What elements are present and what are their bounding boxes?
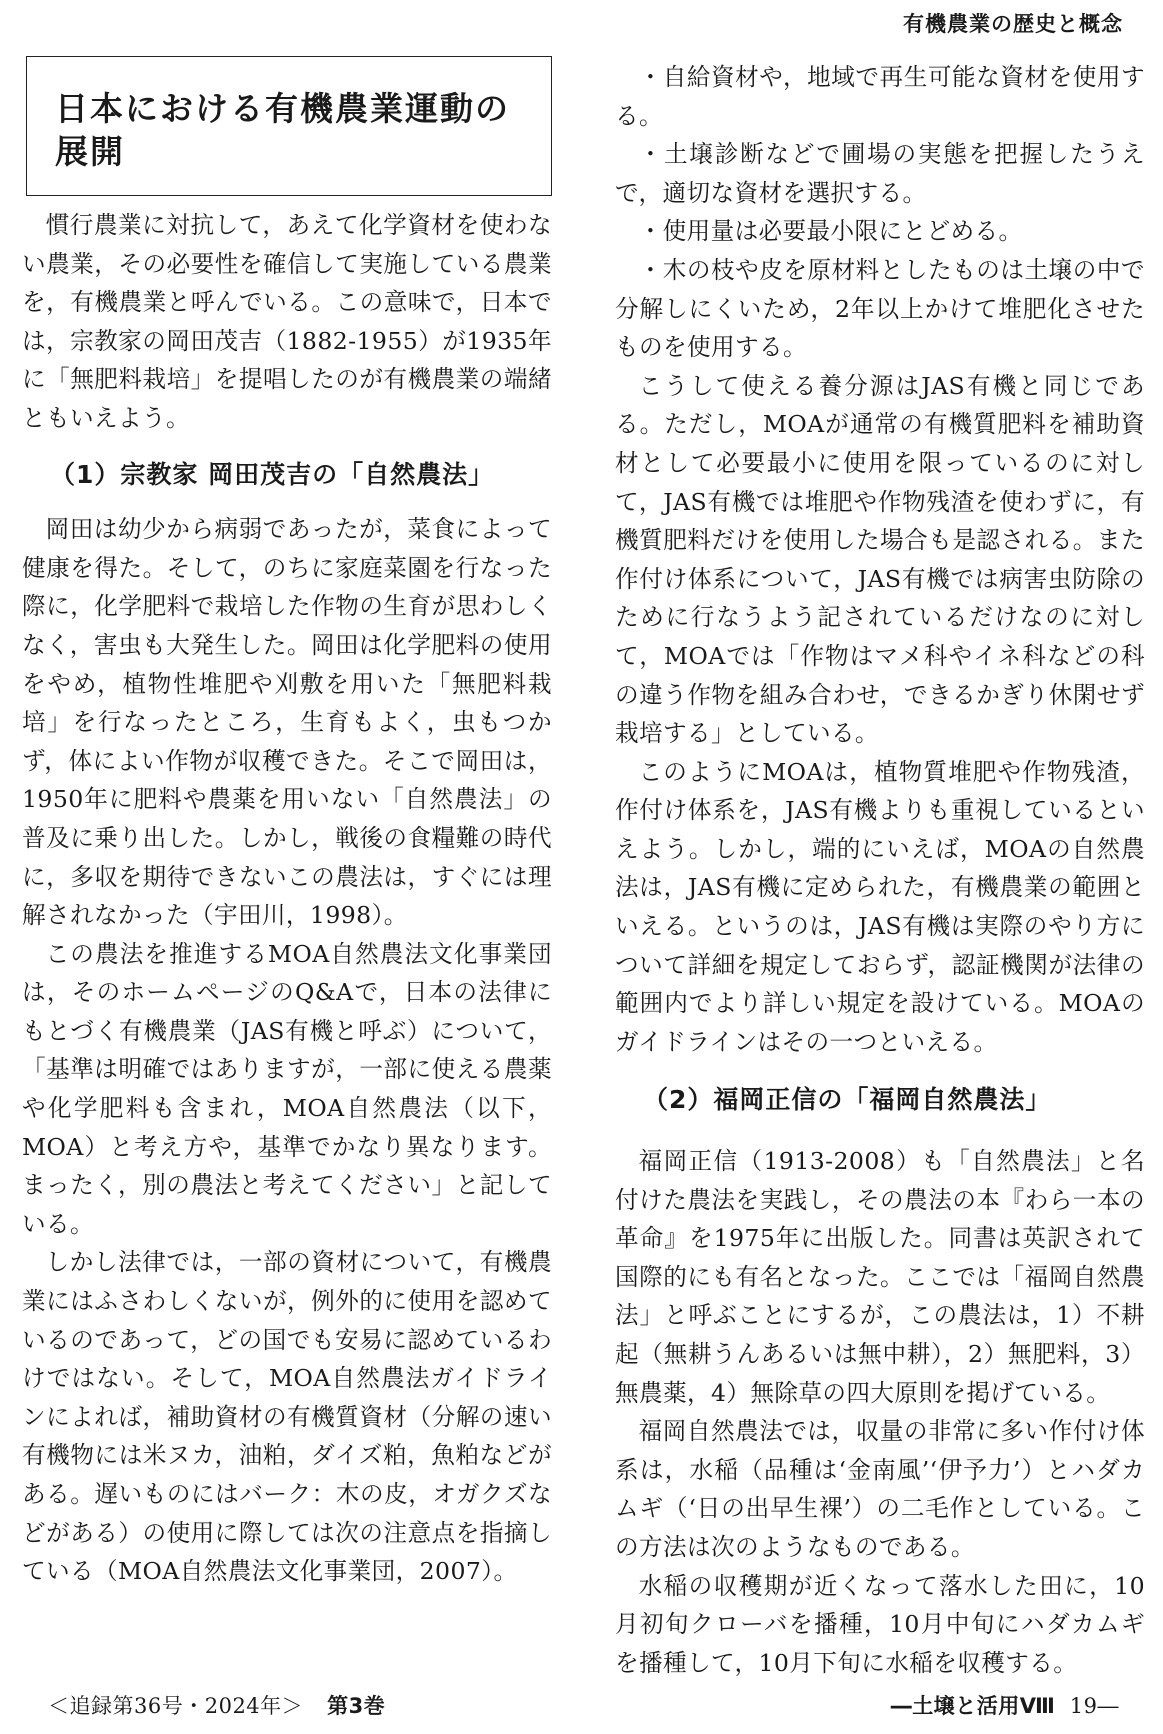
- paragraph: この農法を推進するMOA自然農法文化事業団は，そのホームページのQ&Aで，日本の法律にもとづく有機農業（JAS有機と呼ぶ）について，「基準は明確ではありますが，一部に使える農薬や化学肥料も含まれ，MOA自然農法（以下，MOA）と考え方や，基準でかなり異なります。まったく，別の農法と考えてください」と記している。: [22, 939, 552, 1238]
- paragraph: しかし法律では，一部の資材について，有機農業にはふさわしくないが，例外的に使用を認めているのであって，どの国でも安易に認めているわけではない。そして，MOA自然農法ガイドラインによれば，補助資材の有機質資材（分解の速い有機物には米ヌカ，油粕，ダイズ粕，魚粕などがある。遅いものにはバーク：木の皮，オガクズなどがある）の使用に際しては次の注意点を指摘している（MOA自然農法文化事業団，2007）。: [22, 1248, 552, 1586]
- paragraph: こうして使える養分源はJAS有機と同じである。ただし，MOAが通常の有機質肥料を補助資材として必要最小に使用を限っているのに対して，JAS有機では堆肥や作物残渣を使わずに，有機質肥料だけを使用した場合も是認される。また作付け体系について，JAS有機では病害虫防除のために行なうよう記されているだけなのに対して，MOAでは「作物はマメ科やイネ科などの科の違う作物を組み合わせ，できるかぎり休閑せず栽培する」としている。: [615, 371, 1145, 748]
- issue-label: ＜追録第36号・2024年＞: [48, 1694, 304, 1718]
- section-title: 日本における有機農業運動の展開: [26, 56, 552, 196]
- heading-fukuoka: （2）福岡正信の「福岡自然農法」: [643, 1085, 1052, 1115]
- heading-okada: （1）宗教家 岡田茂吉の「自然農法」: [50, 459, 495, 489]
- paragraph: 福岡正信（1913-2008）も「自然農法」と名付けた農法を実践し，その農法の本『わら一本の革命』を1975年に出版した。同書は英訳されて国際的にも有名となった。ここでは「福岡自然農法」と呼ぶことにするが，この農法は，1）不耕起（無耕うんあるいは無中耕），2）無肥料，3）無農薬，4）無除草の四大原則を掲げている。: [615, 1147, 1145, 1407]
- page-number: 19―: [1069, 1694, 1119, 1718]
- volume-label: 第3巻: [327, 1694, 386, 1718]
- paragraph: 岡田は幼少から病弱であったが，菜食によって健康を得た。そして，のちに家庭菜園を行なった際に，化学肥料で栽培した作物の生育が思わしくなく，害虫も大発生した。岡田は化学肥料の使用をやめ，植物性堆肥や刈敷を用いた「無肥料栽培」を行なったところ，生育もよく，虫もつかず，体によい作物が収穫できた。そこで岡田は，1950年に肥料や農薬を用いない「自然農法」の普及に乗り出した。しかし，戦後の食糧難の時代に，多収を期待できないこの農法は，すぐには理解されなかった（宇田川，1998）。: [22, 515, 552, 930]
- bullet-item: ・使用量は必要最小限にとどめる。: [638, 217, 1023, 246]
- bullet-item: ・木の枝や皮を原材料としたものは土壌の中で分解しにくいため，2年以上かけて堆肥化させたものを使用する。: [615, 255, 1145, 362]
- bullet-item: ・自給資材や，地域で再生可能な資材を使用する。: [615, 63, 1145, 130]
- paragraph: このようにMOAは，植物質堆肥や作物残渣，作付け体系を，JAS有機よりも重視しているといえよう。しかし，端的にいえば，MOAの自然農法は，JAS有機に定められた，有機農業の範囲といえる。というのは，JAS有機は実際のやり方について詳細を規定しておらず，認証機関が法律の範囲内でより詳しい規定を設けている。MOAのガイドラインはその一つといえる。: [615, 757, 1145, 1056]
- bullet-item: ・土壌診断などで圃場の実態を把握したうえで，適切な資材を選択する。: [615, 140, 1145, 207]
- right-column: [615, 58, 1145, 1682]
- lead-paragraph: 慣行農業に対抗して，あえて化学資材を使わない農業，その必要性を確信して実施している農業を，有機農業と呼んでいる。この意味で，日本では，宗教家の岡田茂吉（1882-1955）が1935年に「無肥料栽培」を提唱したのが有機農業の端緒ともいえよう。: [22, 211, 552, 432]
- footer-page: [891, 1690, 1119, 1720]
- footer-issue: [48, 1690, 385, 1720]
- paragraph: 福岡自然農法では，収量の非常に多い作付け体系は，水稲（品種は‘金南風’‘伊予力’）とハダカムギ（‘日の出早生裸’）の二毛作としている。この方法は次のようなものである。: [615, 1417, 1145, 1561]
- book-title: ―土壌と活用Ⅷ: [890, 1694, 1056, 1718]
- left-column: [22, 56, 552, 1591]
- running-header: 有機農業の歴史と概念: [903, 12, 1123, 36]
- paragraph: 水稲の収穫期が近くなって落水した田に，10月初旬クローバを播種，10月中旬にハダカムギを播種して，10月下旬に水稲を収穫する。: [615, 1571, 1145, 1677]
